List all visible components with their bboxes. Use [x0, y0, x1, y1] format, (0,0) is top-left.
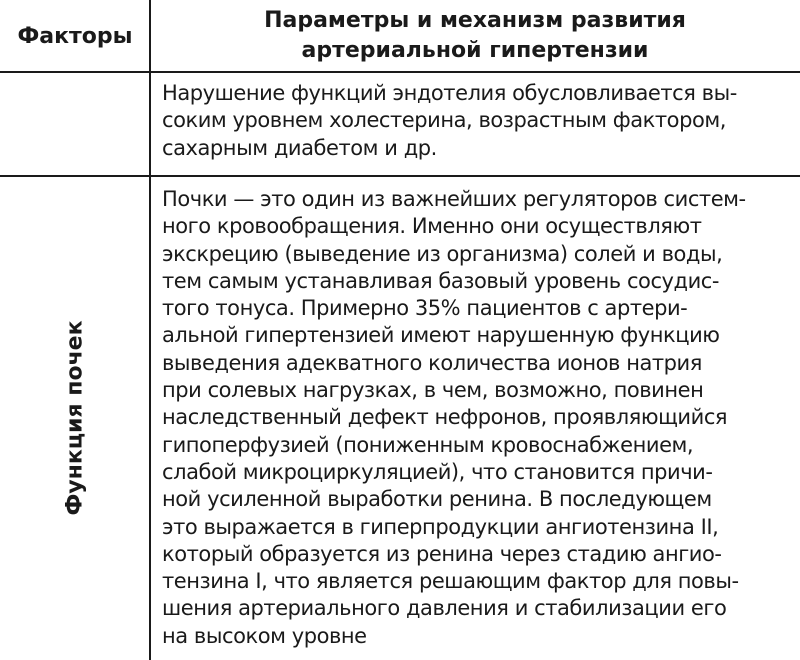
text-line: ного кровообращения. Именно они осуществляют: [162, 214, 702, 239]
text-line: при солевых нагрузках, в чем, возможно, повинен: [162, 378, 704, 403]
kidney-factor-label: Функция почек: [62, 320, 88, 516]
text-line: сахарным диабетом и др.: [162, 135, 437, 160]
text-line: наследственный дефект нефронов, проявляющийся: [162, 405, 728, 430]
text-line: экскрецию (выведение из организма) солей и воды,: [162, 241, 723, 266]
text-line: ной усиленной выработки ренина. В последующем: [162, 487, 712, 512]
text-line: Нарушение функций эндотелия обусловливается вы-: [162, 81, 737, 105]
text-line: того тонуса. Примерно 35% пациентов с артери-: [162, 296, 688, 321]
text-line: это выражается в гиперпродукции ангиотензина II,: [162, 514, 719, 539]
header-factors-label: Факторы: [17, 23, 133, 49]
text-line: который образуется из ренина через стадию ангио-: [162, 541, 722, 566]
text-line: Почки — это один из важнейших регуляторов систем-: [162, 187, 746, 211]
text-line: тем самым устанавливая базовый уровень сосудис-: [162, 268, 720, 293]
header-parameters-line: Параметры и механизм развития: [264, 8, 686, 33]
endothelium-cell: [150, 72, 800, 176]
kidney-description-cell: [150, 176, 800, 660]
header-parameters: [150, 0, 800, 72]
header-parameters-line: артериальной гипертензии: [301, 38, 649, 63]
text-line: соким уровнем холестерина, возрастным фактором,: [162, 108, 726, 133]
text-line: выведения адекватного количества ионов натрия: [162, 350, 702, 375]
text-line: тензина I, что является решающим фактор для повы-: [162, 569, 739, 594]
header-factors: [0, 0, 150, 72]
text-line: слабой микроциркуляцией), что становится причи-: [162, 459, 713, 484]
text-line: шения артериального давления и стабилизации его: [162, 596, 727, 621]
text-line: альной гипертензией имеют нарушенную функцию: [162, 323, 720, 348]
text-line: на высоком уровне: [162, 623, 367, 648]
text-line: гипоперфузией (пониженным кровоснабжением,: [162, 432, 694, 457]
